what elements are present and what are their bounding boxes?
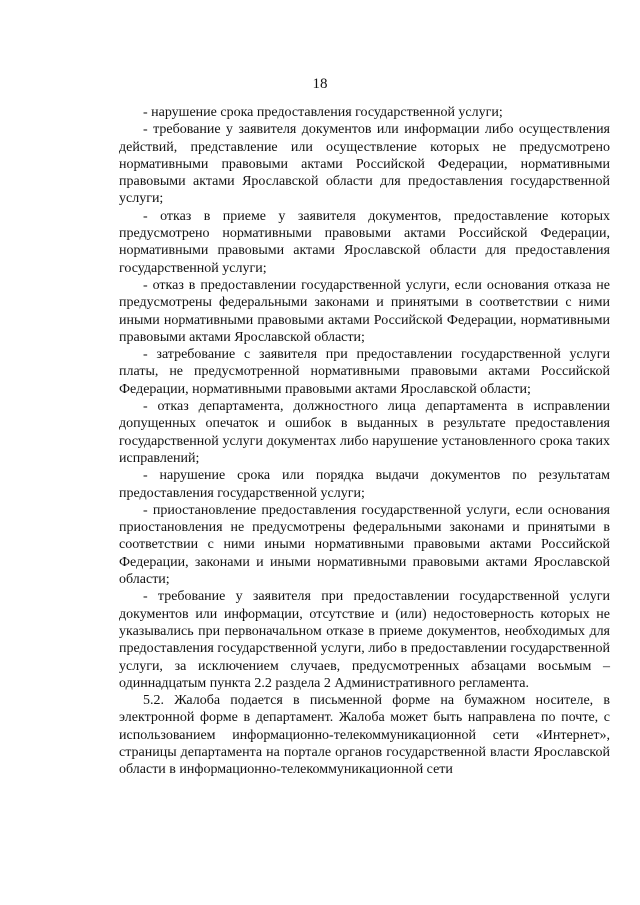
- list-item-unlawful-document-demand: - требование у заявителя документов или информации либо осуществления действий, представление или осуществление которых не предусмотрено нормативными правовыми актами Российской Федерации, нормативными правовыми актами Ярославской области для предоставления государственной услуги;: [119, 122, 610, 207]
- page-number: 18: [312, 76, 328, 92]
- list-item-refusal-to-correct-errors: - отказ департамента, должностного лица департамента в исправлении допущенных опечаток и ошибок в выданных в результате предоставления государственной услуги документах либо нарушение установленного срока таких исправлений;: [119, 399, 610, 466]
- list-item-suspension: - приостановление предоставления государственной услуги, если основания приостановления не предусмотрены федеральными законами и принятыми в соответствии с ними иными нормативными правовыми актами Российской Федерации, законами и иными нормативными правовыми актами Ярославской области;: [119, 502, 610, 588]
- list-item-refusal-to-accept-documents: - отказ в приеме у заявителя документов, предоставление которых предусмотрено нормативными правовыми актами Российской Федерации, нормативными правовыми актами Ярославской области для предоставления государственной услуги;: [119, 208, 610, 276]
- list-item-issuance-violation: - нарушение срока или порядка выдачи документов по результатам предоставления государственной услуги;: [119, 468, 610, 501]
- section-5-2-paragraph: 5.2. Жалоба подается в письменной форме на бумажном носителе, в электронной форме в департамент. Жалоба может быть направлена по почте, с использованием информационно-телекоммуникационной сети «Интернет», страницы департамента на портале органов государственной власти Ярославской области в информационно-телекоммуникационной сети: [119, 693, 610, 778]
- list-item-missing-documents-demand: - требование у заявителя при предоставлении государственной услуги документов или информации, отсутствие и (или) недостоверность которых не указывались при первоначальном отказе в приеме документов, необходимых для предоставления государственной услуги, либо в предоставлении государственной услуги, за исключением случаев, предусмотренных абзацами восьмым – одиннадцатым пункта 2.2 раздела 2 Административного регламента.: [119, 589, 610, 691]
- list-item-unlawful-fee: - затребование с заявителя при предоставлении государственной услуги платы, не предусмотренной нормативными правовыми актами Российской Федерации, нормативными правовыми актами Ярославской области;: [119, 347, 610, 397]
- list-item-refusal-of-service: - отказ в предоставлении государственной услуги, если основания отказа не предусмотрены федеральными законами и принятыми в соответствии с ними иными нормативными правовыми актами Российской Федерации, нормативными правовыми актами Ярославской области;: [119, 277, 610, 345]
- document-body: [119, 104, 610, 779]
- list-item-term-violation: - нарушение срока предоставления государственной услуги;: [143, 105, 503, 120]
